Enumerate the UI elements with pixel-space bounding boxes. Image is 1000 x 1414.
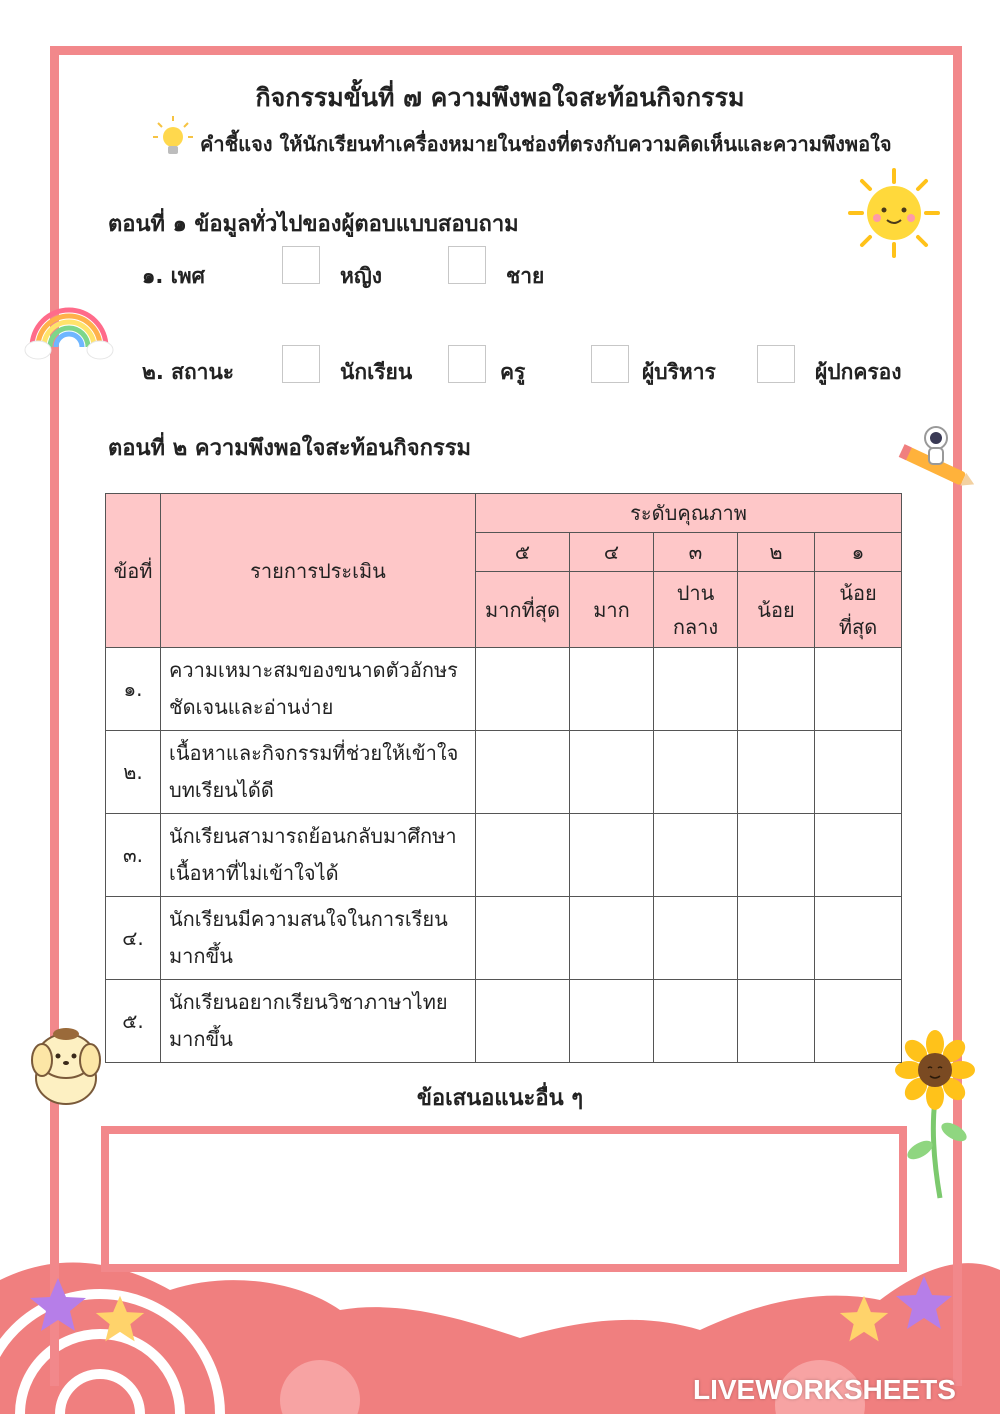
table-row [106,648,902,731]
header-description [570,572,654,648]
rating-cell-5[interactable] [476,731,570,814]
part2-title: ตอนที่ ๒ ความพึงพอใจสะท้อนกิจกรรม [108,436,472,461]
star-yellow-right-icon [838,1294,890,1344]
row-number: ๒. [106,731,161,814]
liveworksheets-logo [693,1374,956,1406]
astronaut-pencil-icon [896,422,978,492]
row-number: ๔. [106,897,161,980]
header-description-line: กลาง [672,614,719,639]
rating-cell-4[interactable] [570,897,654,980]
rating-cell-1[interactable] [815,731,902,814]
rating-cell-4[interactable] [570,814,654,897]
header-description [738,572,815,648]
rating-cell-3[interactable] [654,980,738,1063]
rating-cell-5[interactable] [476,980,570,1063]
row-number: ๑. [106,648,161,731]
row-item [161,648,476,731]
status-student-label: นักเรียน [340,360,413,384]
rating-cell-5[interactable] [476,814,570,897]
status-executive-label: ผู้บริหาร [642,360,716,384]
header-description-line: ปาน [676,580,715,605]
gender-female-checkbox[interactable] [282,246,320,284]
rating-cell-2[interactable] [738,648,815,731]
header-score: ๔ [570,533,654,572]
status-teacher-checkbox[interactable] [448,345,486,383]
rating-cell-5[interactable] [476,897,570,980]
row-item-line: นักเรียนมีความสนใจในการเรียน [169,907,448,931]
rating-cell-2[interactable] [738,897,815,980]
header-level: ระดับคุณภาพ [476,494,902,533]
rating-cell-3[interactable] [654,731,738,814]
row-item-line: เนื้อหาและกิจกรรมที่ช่วยให้เข้าใจ [169,741,459,765]
header-score: ๓ [654,533,738,572]
row-item-line: มากขึ้น [169,1027,233,1051]
part1-title: ตอนที่ ๑ ข้อมูลทั่วไปของผู้ตอบแบบสอบถาม [108,212,519,237]
header-score: ๑ [815,533,902,572]
header-description-line: ที่สุด [838,614,878,639]
rating-cell-1[interactable] [815,648,902,731]
evaluation-table [105,493,902,1063]
rating-cell-2[interactable] [738,980,815,1063]
status-parent-label: ผู้ปกครอง [815,360,902,384]
header-description-line: มากที่สุด [485,597,560,622]
status-executive-checkbox[interactable] [591,345,629,383]
row-number: ๕. [106,980,161,1063]
row-item-line: ชัดเจนและอ่านง่าย [169,695,334,719]
suggestions-box [101,1126,907,1272]
status-student-checkbox[interactable] [282,345,320,383]
rating-cell-2[interactable] [738,814,815,897]
lightbulb-icon [152,115,194,159]
row-item [161,980,476,1063]
rating-cell-1[interactable] [815,897,902,980]
header-score: ๕ [476,533,570,572]
row-item-line: มากขึ้น [169,944,233,968]
row-item-line: นักเรียนอยากเรียนวิชาภาษาไทย [169,990,448,1014]
rating-cell-3[interactable] [654,648,738,731]
sun-icon [846,168,942,258]
liveworksheets-logo-text: LIVEWORKSHEETS [693,1374,956,1405]
status-label: ๒. สถานะ [142,360,235,384]
header-description-line: น้อย [757,597,795,622]
suggestions-title: ข้อเสนอแนะอื่น ๆ [416,1086,584,1111]
header-description-line: น้อย [839,580,877,605]
header-item: รายการประเมิน [161,494,476,648]
gender-male-label: ชาย [506,264,545,288]
table-row [106,814,902,897]
row-item [161,897,476,980]
gender-male-checkbox[interactable] [448,246,486,284]
table-row [106,980,902,1063]
rating-cell-1[interactable] [815,814,902,897]
header-description [476,572,570,648]
header-description [815,572,902,648]
rating-cell-1[interactable] [815,980,902,1063]
rating-cell-3[interactable] [654,897,738,980]
rating-cell-5[interactable] [476,648,570,731]
row-item [161,814,476,897]
row-item-line: ความเหมาะสมของขนาดตัวอักษร [169,658,458,682]
table-row [106,897,902,980]
instruction-text: คำชี้แจง ให้นักเรียนทำเครื่องหมายในช่องที่ตรงกับความคิดเห็นและความพึงพอใจ [200,132,892,156]
rating-cell-2[interactable] [738,731,815,814]
gender-female-label: หญิง [340,264,382,288]
suggestions-input[interactable] [109,1134,899,1264]
header-description-line: มาก [593,597,630,622]
row-item-line: นักเรียนสามารถย้อนกลับมาศึกษา [169,824,457,848]
header-no: ข้อที่ [106,494,161,648]
row-item [161,731,476,814]
rating-cell-4[interactable] [570,648,654,731]
rating-cell-3[interactable] [654,814,738,897]
header-score: ๒ [738,533,815,572]
status-teacher-label: ครู [500,360,526,384]
star-purple-right-icon [894,1274,954,1332]
rainbow-icon [24,292,114,362]
row-number: ๓. [106,814,161,897]
gender-label: ๑. เพศ [142,264,205,288]
row-item-line: เนื้อหาที่ไม่เข้าใจได้ [169,861,339,885]
rating-cell-4[interactable] [570,731,654,814]
rating-cell-4[interactable] [570,980,654,1063]
status-parent-checkbox[interactable] [757,345,795,383]
table-row [106,731,902,814]
header-description [654,572,738,648]
star-purple-left-icon [28,1276,88,1334]
row-item-line: บทเรียนได้ดี [169,778,274,802]
star-yellow-left-icon [94,1294,146,1344]
page-title: กิจกรรมขั้นที่ ๗ ความพึงพอใจสะท้อนกิจกรรม [255,83,745,112]
